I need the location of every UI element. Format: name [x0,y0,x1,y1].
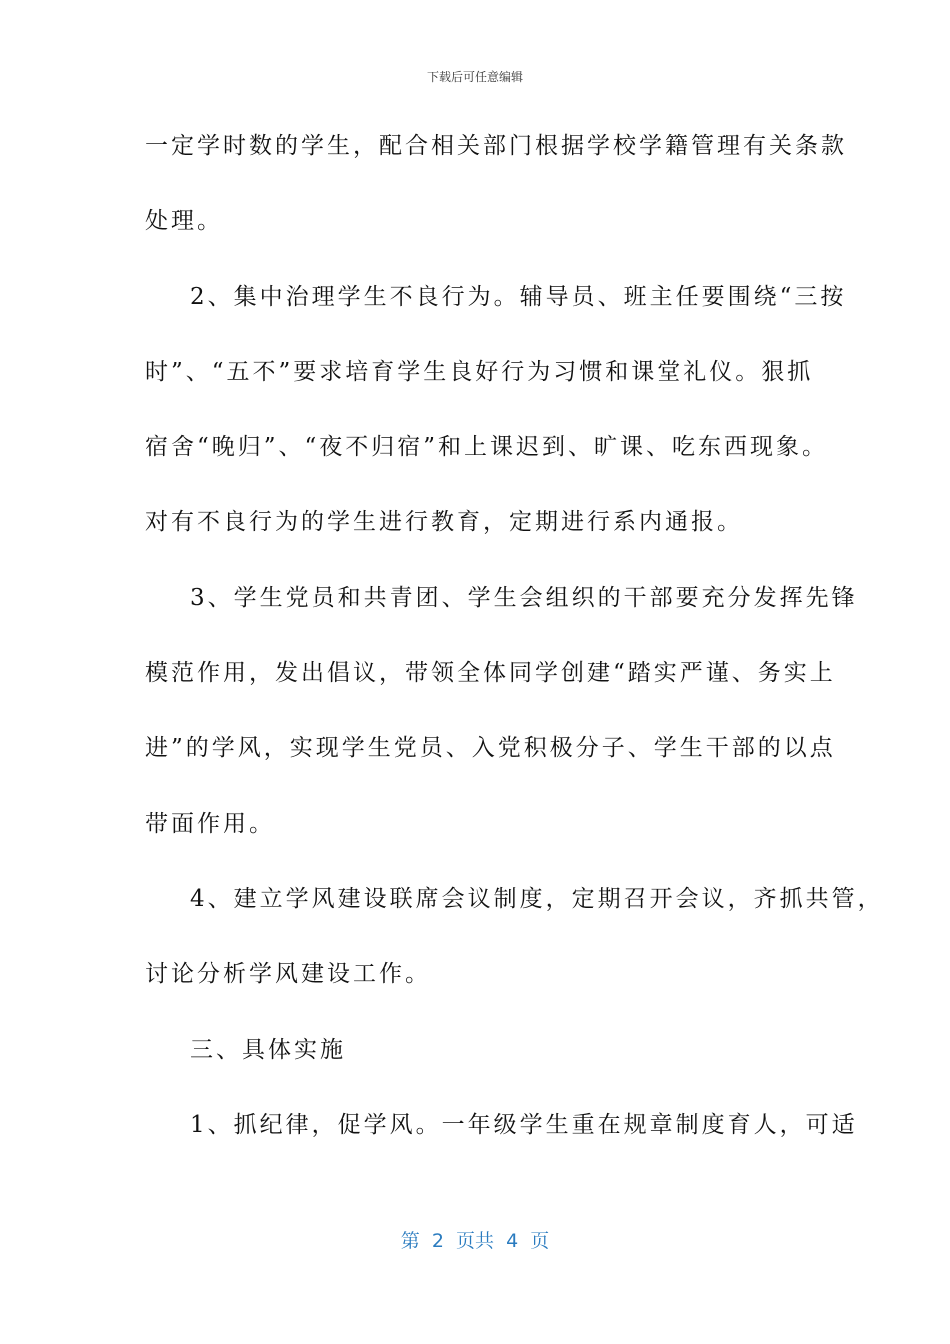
page-number: 第 2 页共 4 页 [400,1230,550,1252]
text-line: 1、抓纪律，促学风。一年级学生重在规章制度育人，可适 [190,1111,858,1138]
text-line: 宿舍“晚归”、“夜不归宿”和上课迟到、旷课、吃东西现象。 [145,434,829,461]
text-line: 3、学生党员和共青团、学生会组织的干部要充分发挥先锋 [190,584,858,611]
text-line: 2、集中治理学生不良行为。辅导员、班主任要围绕“三按 [190,283,847,310]
text-line: 时”、“五不”要求培育学生良好行为习惯和课堂礼仪。狠抓 [145,358,814,385]
text-line: 带面作用。 [145,810,275,837]
text-line: 一定学时数的学生，配合相关部门根据学校学籍管理有关条款 [145,133,847,159]
text-line: 讨论分析学风建设工作。 [145,961,431,988]
text-line: 模范作用，发出倡议，带领全体同学创建“踏实严谨、务实上 [145,660,836,687]
text-line: 4、建立学风建设联席会议制度，定期召开会议，齐抓共管， [190,885,884,912]
text-line: 对有不良行为的学生进行教育，定期进行系内通报。 [145,509,743,536]
document-body [145,130,884,1184]
page-header: 下载后可任意编辑 [426,70,523,84]
text-line: 进”的学风，实现学生党员、入党积极分子、学生干部的以点 [145,735,836,762]
text-line: 处理。 [145,208,223,235]
section-heading: 三、具体实施 [190,1036,346,1063]
